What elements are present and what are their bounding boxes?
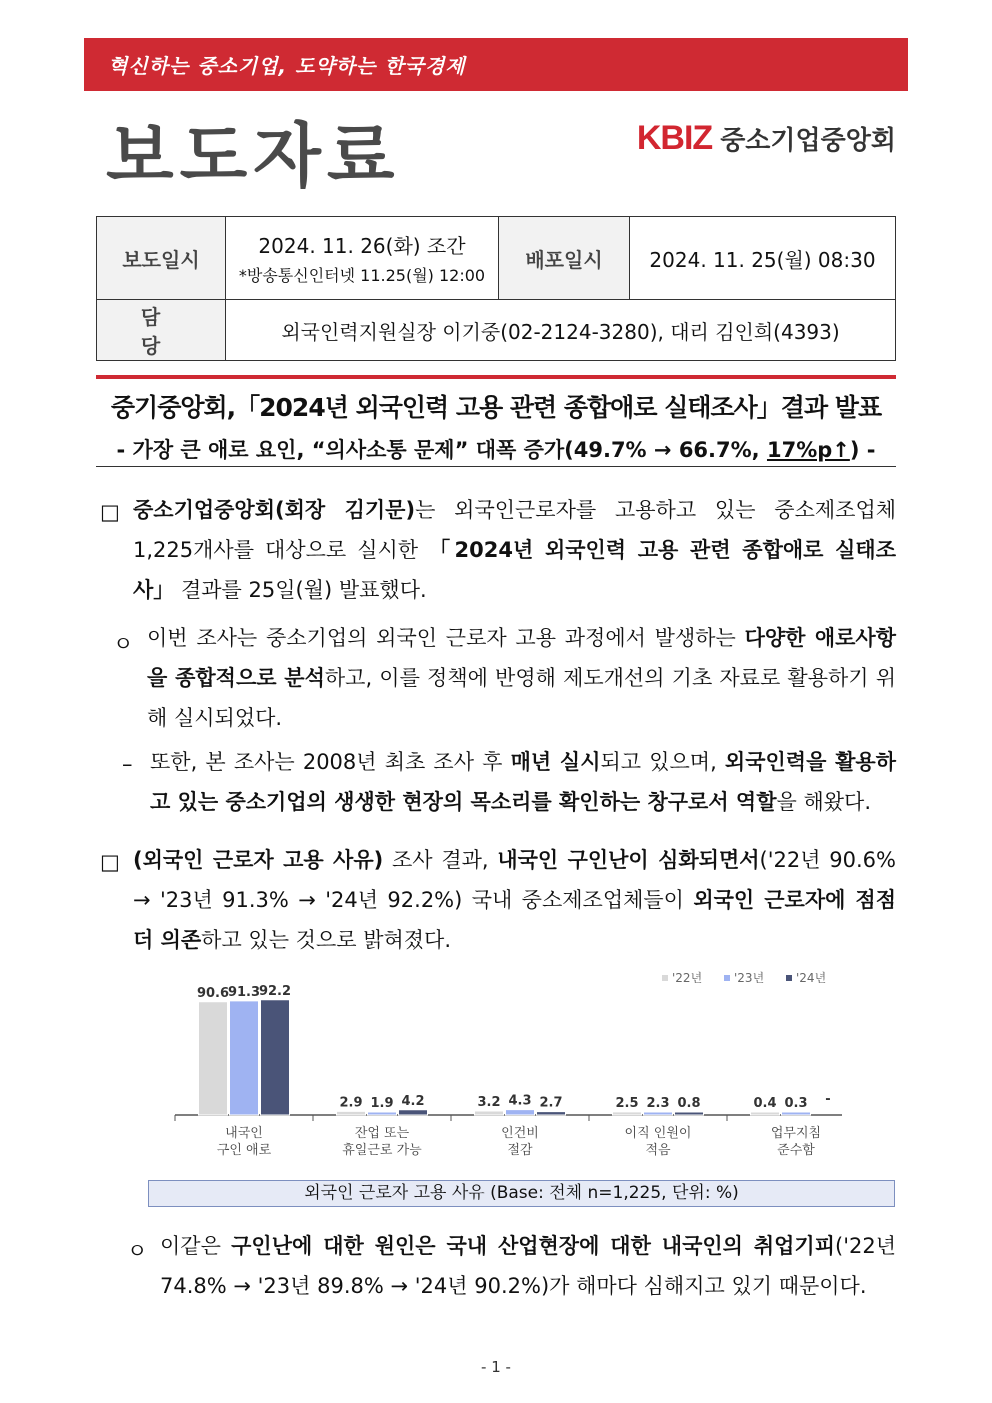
p5-bold: 구인난에 대한 원인은 국내 산업현장에 대한 내국인의 취업기피: [231, 1234, 835, 1258]
release-broadcast-note: *방송통신인터넷 11.25(월) 12:00: [238, 266, 486, 285]
subheadline: [96, 434, 896, 464]
bar: [675, 1112, 704, 1115]
paragraph-5: [160, 1226, 896, 1306]
release-date-label: 보도일시: [97, 217, 226, 300]
data-label: 90.6: [196, 985, 230, 1001]
release-date-cell: [226, 217, 499, 300]
data-label: 0.8: [677, 1096, 701, 1111]
legend-swatch: [724, 975, 730, 981]
bar: [613, 1112, 642, 1115]
bar: [261, 1000, 290, 1115]
category-label: 잔업 또는: [354, 1126, 410, 1141]
data-label: 92.2: [258, 983, 292, 999]
p3-text-end: 을 해왔다.: [776, 790, 871, 814]
p4-bold-2: 외국인 근로자에 점점 더 의존: [133, 888, 896, 952]
category-label: 절감: [507, 1143, 533, 1158]
p2-text: 이번 조사는 중소기업의 외국인 근로자 고용 과정에서 발생하는: [147, 626, 745, 650]
data-label: -: [825, 1092, 831, 1107]
subhead-prefix: - 가장 큰 애로 요인, “의사소통 문제” 대폭 증가(49.7% → 66.7%,: [116, 438, 767, 462]
legend-label: '23년: [734, 971, 765, 985]
p2-text-end: 하고, 이를 정책에 반영해 제도개선의 기초 자료로 활용하기 위해 실시되었다.: [147, 666, 896, 730]
bar: [199, 1002, 228, 1115]
slogan-text: 혁신하는 중소기업, 도약하는 한국경제: [108, 54, 466, 78]
paragraph-2: [147, 618, 896, 738]
slogan-banner: [84, 38, 908, 91]
employment-reason-chart: [150, 960, 850, 1170]
category-label: 준수함: [777, 1143, 815, 1158]
category-label: 휴일근로 가능: [342, 1143, 422, 1158]
data-label: 0.4: [753, 1096, 777, 1111]
paragraph-1: [133, 490, 896, 610]
bar: [475, 1111, 504, 1115]
bar: [368, 1112, 397, 1115]
headline-top-rule: [96, 375, 896, 379]
data-label: 2.5: [615, 1095, 639, 1111]
data-label: 2.7: [539, 1095, 563, 1111]
distribute-date-value: 2024. 11. 25(월) 08:30: [630, 217, 896, 300]
bar: [506, 1110, 535, 1115]
data-label: 4.3: [508, 1093, 532, 1109]
distribute-date-label: 배포일시: [499, 217, 630, 300]
category-label: 내국인: [225, 1126, 263, 1141]
legend-swatch: [786, 975, 792, 981]
category-label: 인건비: [501, 1126, 539, 1141]
legend-swatch: [662, 975, 668, 981]
p3-text: 또한, 본 조사는 2008년 최초 조사 후: [150, 750, 511, 774]
p3-bold-2: 외국인력을 활용하고 있는 중소기업의 생생한 현장의 목소리를 확인하는 창구로서 역할: [150, 750, 896, 814]
bar: [537, 1112, 566, 1115]
p5-text-end: ('22년 74.8% → '23년 89.8% → '24년 90.2%)가 해마다 심해지고 있기 때문이다.: [160, 1234, 896, 1298]
category-label: 적음: [645, 1143, 671, 1158]
contact-value: 외국인력지원실장 이기중(02-2124-3280), 대리 김인희(4393): [226, 300, 896, 361]
bar: [337, 1111, 366, 1115]
p1-text-end: 결과를 25일(월) 발표했다.: [174, 578, 427, 602]
paragraph-4: [133, 840, 896, 960]
p4-lead: (외국인 근로자 고용 사유): [133, 848, 384, 872]
data-label: 4.2: [401, 1093, 425, 1109]
p4-bold-1: 내국인 구인난이 심화되면서: [497, 848, 760, 872]
logo-mark: KBIZ: [636, 118, 713, 157]
subhead-underlined: 17%p↑: [766, 438, 850, 462]
paragraph-3: [150, 742, 896, 822]
headline: 중기중앙회,「2024년 외국인력 고용 관련 종합애로 실태조사」결과 발표: [110, 393, 882, 422]
bar: [644, 1112, 673, 1115]
square-bullet-icon: □: [100, 850, 120, 874]
chart-caption: 외국인 근로자 고용 사유 (Base: 전체 n=1,225, 단위: %): [148, 1180, 895, 1207]
p2-bold: 다양한 애로사항을 종합적으로 분석: [147, 626, 896, 690]
contact-label: 담 당: [97, 300, 226, 361]
data-label: 2.9: [339, 1095, 363, 1111]
p1-survey-title: 「2024년 외국인력 고용 관련 종합애로 실태조사」: [133, 538, 896, 602]
p5-text: 이같은: [160, 1234, 232, 1258]
release-date-value: 2024. 11. 26(화) 조간: [258, 234, 466, 258]
category-label: 업무지침: [770, 1126, 822, 1141]
subhead-suffix: ) -: [849, 438, 876, 462]
bar: [751, 1112, 780, 1115]
legend-label: '22년: [672, 971, 703, 985]
p3-text-2: 되고 있으며,: [600, 750, 725, 774]
logo-org-name: 중소기업중앙회: [720, 125, 896, 156]
data-label: 1.9: [370, 1096, 394, 1111]
bar: [399, 1110, 428, 1115]
circle-bullet-icon: ㅇ: [113, 632, 134, 656]
category-label: 이직 인원이: [624, 1126, 692, 1141]
p1-lead: 중소기업중앙회(회장 김기문): [133, 498, 416, 522]
data-label: 3.2: [477, 1095, 501, 1110]
category-label: 구인 애로: [216, 1143, 272, 1158]
bar: [230, 1001, 259, 1115]
p4-text-2: ('22년 90.6% → '23년 91.3% → '24년 92.2%) 국내 중소제조업체들이: [133, 848, 896, 912]
square-bullet-icon: □: [100, 500, 120, 524]
legend-label: '24년: [796, 971, 827, 985]
dash-bullet-icon: –: [122, 752, 133, 776]
headline-bottom-rule: [96, 466, 896, 467]
page-number: - 1 -: [481, 1358, 511, 1376]
data-label: 0.3: [784, 1096, 808, 1111]
data-label: 2.3: [646, 1096, 670, 1111]
p4-text: 조사 결과,: [383, 848, 498, 872]
document-title: 보도자료: [106, 115, 401, 197]
p3-bold-1: 매년 실시: [510, 750, 601, 774]
kbiz-logo: [637, 118, 896, 158]
bar: [782, 1112, 811, 1115]
data-label: 91.3: [227, 984, 261, 1000]
p1-text: 는 외국인근로자를 고용하고 있는 중소제조업체 1,225개사를 대상으로 실시한: [133, 498, 897, 562]
circle-bullet-icon: ㅇ: [127, 1239, 148, 1263]
release-info-table: [96, 216, 896, 361]
p4-text-end: 하고 있는 것으로 밝혀졌다.: [201, 928, 452, 952]
